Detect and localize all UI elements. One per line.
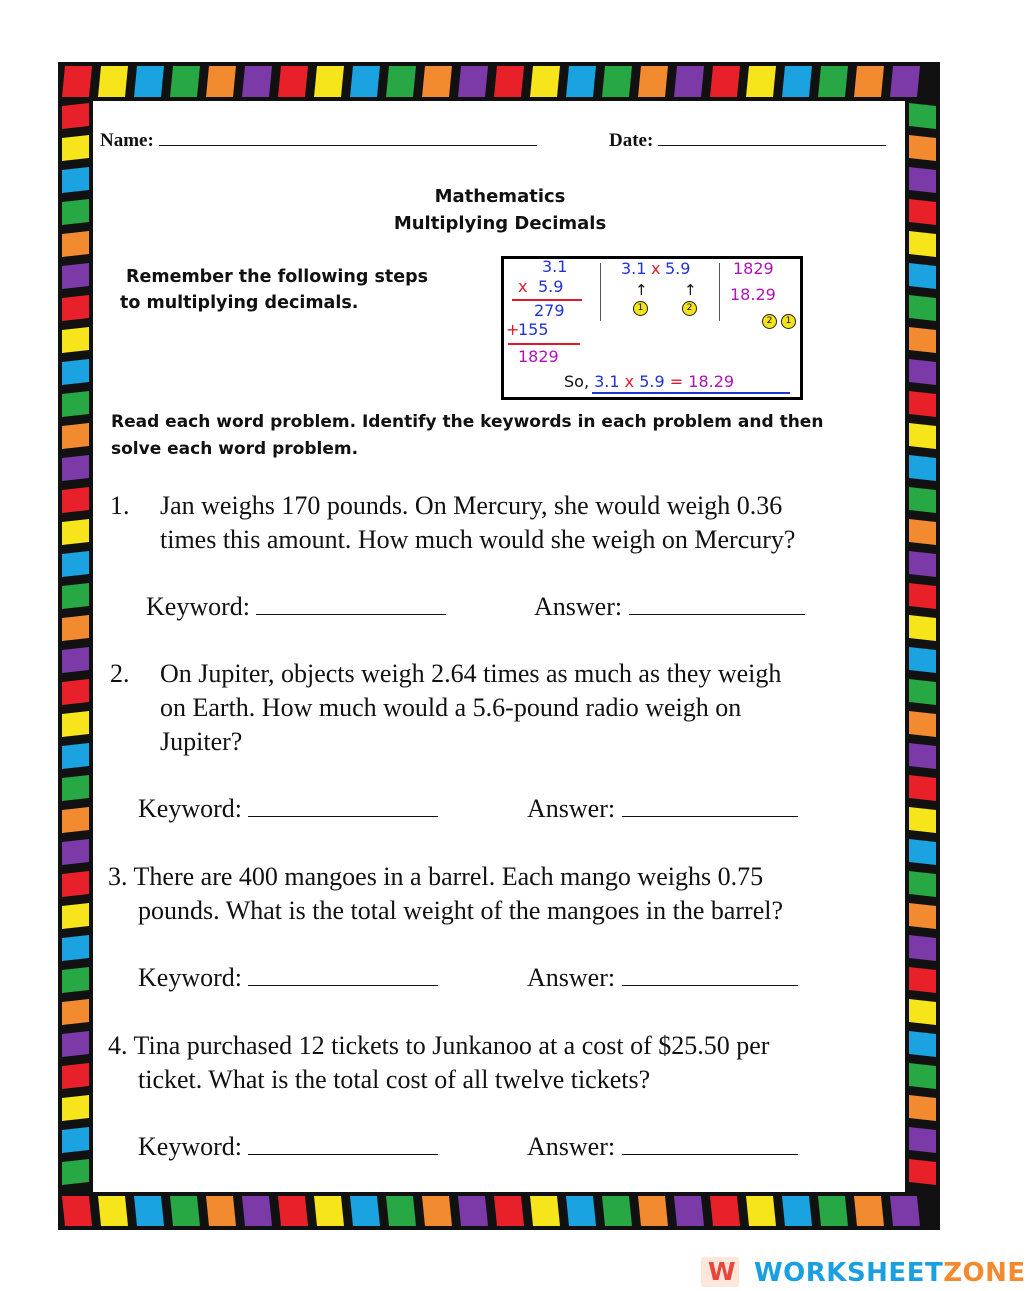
border-tile [909, 1031, 936, 1057]
border-tile [909, 487, 936, 513]
border-tile [98, 1196, 128, 1226]
border-tile [710, 1196, 740, 1226]
border-tile [62, 647, 89, 673]
problem-text: times this amount. How much would she weigh on Mercury? [160, 525, 796, 554]
count-badge: 2 [762, 314, 777, 329]
border-tile [62, 903, 89, 929]
keyword-field [138, 1132, 438, 1162]
border-tile [62, 487, 89, 513]
problem-number: 4. [108, 1031, 128, 1060]
border-tile [170, 66, 200, 97]
border-tile [62, 775, 89, 801]
intro-line-1: Remember the following steps [126, 267, 429, 287]
problem-text: On Jupiter, objects weigh 2.64 times as much as they weigh [160, 659, 782, 688]
border-tile [62, 871, 89, 897]
partial-product-1: 279 [534, 301, 565, 320]
border-tile [62, 103, 89, 129]
problem-number: 1. [110, 491, 130, 520]
border-tile [909, 999, 936, 1025]
border-tile [909, 1127, 936, 1153]
border-tile [62, 519, 89, 545]
border-tile [134, 1196, 164, 1226]
border-tile [909, 359, 936, 385]
factor-b: 5.9 [665, 259, 691, 278]
border-tile [909, 455, 936, 481]
so-label: So, [564, 372, 590, 391]
border-tile [818, 66, 848, 97]
border-tile [602, 1196, 632, 1226]
count-badge: 2 [682, 301, 697, 316]
border-tile [818, 1196, 848, 1226]
topic-title: Multiplying Decimals [393, 213, 607, 234]
border-tile [314, 1196, 344, 1226]
border-tile [909, 871, 936, 897]
problem-text-line: There are 400 mangoes in a barrel. Each mango weighs 0.75 [133, 862, 764, 891]
product-digits: 1829 [733, 259, 774, 278]
border-tile [62, 263, 89, 289]
summary-times: x [624, 372, 635, 391]
border-tile [909, 551, 936, 577]
border-tile [566, 66, 596, 97]
border-tile [909, 231, 936, 257]
border-tile [909, 935, 936, 961]
answer-label: Answer: [527, 963, 616, 992]
problem-number: 2. [110, 659, 130, 688]
border-tile [242, 66, 272, 97]
border-tile [602, 66, 632, 97]
border-tile [206, 1196, 236, 1226]
problem-text: pounds. What is the total weight of the mangoes in the barrel? [138, 896, 784, 925]
logo-letter: W [708, 1257, 736, 1286]
border-tile [170, 1196, 200, 1226]
count-badge: 1 [633, 301, 648, 316]
border-tile [909, 1063, 936, 1089]
border-tile [909, 135, 936, 161]
border-tile [62, 711, 89, 737]
problem-text: on Earth. How much would a 5.6-pound radio weigh on [160, 693, 742, 722]
problem-text: ticket. What is the total cost of all twelve tickets? [138, 1065, 651, 1094]
border-tile [638, 66, 668, 97]
border-tile [62, 1063, 89, 1089]
plus-sign: + [506, 320, 520, 339]
border-tile [62, 455, 89, 481]
border-tile [62, 231, 89, 257]
border-tile [314, 66, 344, 97]
border-tile [62, 839, 89, 865]
partial-product-2: 155 [518, 320, 549, 339]
problem-text-line: Tina purchased 12 tickets to Junkanoo at a cost of $25.50 per [133, 1031, 770, 1060]
name-blank[interactable] [159, 131, 537, 146]
example-multiplier: 5.9 [538, 277, 564, 296]
border-tile [746, 1196, 776, 1226]
border-tile [782, 1196, 812, 1226]
border-tile [62, 551, 89, 577]
border-tile [62, 999, 89, 1025]
border-tile [909, 263, 936, 289]
problem-text: Jan weighs 170 pounds. On Mercury, she would weigh 0.36 [160, 491, 783, 520]
keyword-blank[interactable] [248, 1132, 438, 1155]
border-tile [278, 66, 308, 97]
border-tile [62, 1196, 92, 1226]
border-tile [909, 903, 936, 929]
border-tile [909, 743, 936, 769]
date-field [609, 130, 886, 152]
times-sign-2: x [651, 259, 661, 278]
keyword-label: Keyword: [138, 1132, 242, 1161]
arrow-up-icon: ↑ [635, 281, 648, 299]
border-tile [206, 66, 236, 97]
problem-text [108, 1031, 769, 1061]
brand-name-part1: WORKSHEET [754, 1258, 944, 1288]
border-tile [62, 359, 89, 385]
border-tile [350, 1196, 380, 1226]
border-tile [890, 1196, 920, 1226]
border-tile [62, 327, 89, 353]
border-tile [909, 839, 936, 865]
border-tile [62, 135, 89, 161]
problem-text [108, 862, 763, 892]
border-tile [278, 1196, 308, 1226]
border-tile [909, 615, 936, 641]
border-tile [909, 807, 936, 833]
problem-text: Jupiter? [160, 727, 243, 756]
border-tile [854, 66, 884, 97]
answer-field [534, 592, 805, 622]
border-tile [566, 1196, 596, 1226]
border-tile [98, 66, 128, 97]
border-tile [494, 1196, 524, 1226]
answer-label: Answer: [534, 592, 623, 621]
border-tile [909, 711, 936, 737]
border-tile [62, 1127, 89, 1153]
border-tile [62, 679, 89, 705]
border-tile [62, 1095, 89, 1121]
keyword-label: Keyword: [138, 794, 242, 823]
border-tile [62, 967, 89, 993]
border-tile [458, 1196, 488, 1226]
border-tile [909, 679, 936, 705]
border-tile [386, 1196, 416, 1226]
arrow-up-icon: ↑ [684, 281, 697, 299]
divider [600, 263, 601, 321]
example-image [501, 256, 803, 400]
intro-line-2: to multiplying decimals. [120, 293, 359, 313]
answer-label: Answer: [527, 794, 616, 823]
border-tile [62, 807, 89, 833]
border-tile [909, 967, 936, 993]
border-tile [62, 743, 89, 769]
border-tile [909, 103, 936, 129]
border-tile [909, 1159, 936, 1185]
summary-factor-b: 5.9 [639, 372, 665, 391]
border-tile [62, 615, 89, 641]
answer-field [527, 963, 798, 993]
keyword-blank[interactable] [248, 963, 438, 986]
border-tile [494, 66, 524, 97]
border-tile [350, 66, 380, 97]
border-tile [909, 583, 936, 609]
border-tile [458, 66, 488, 97]
border-tile [710, 66, 740, 97]
keyword-label: Keyword: [138, 963, 242, 992]
border-tile [746, 66, 776, 97]
keyword-label: Keyword: [146, 592, 250, 621]
keyword-field [138, 963, 438, 993]
brand-name [754, 1258, 1026, 1288]
summary-underline [592, 392, 790, 394]
border-tile [674, 66, 704, 97]
answer-field [527, 794, 798, 824]
border-tile [422, 66, 452, 97]
factor-a: 3.1 [621, 259, 647, 278]
brand-logo-icon [701, 1257, 739, 1287]
border-tile [909, 295, 936, 321]
border-tile [909, 1095, 936, 1121]
keyword-blank[interactable] [256, 592, 446, 615]
answer-blank[interactable] [622, 794, 798, 817]
border-tile [62, 66, 92, 97]
border-tile [909, 519, 936, 545]
border-tile [62, 1031, 89, 1057]
border-tile [674, 1196, 704, 1226]
problem-number: 3. [108, 862, 128, 891]
border-tile [62, 391, 89, 417]
keyword-field [146, 592, 446, 622]
date-blank[interactable] [658, 131, 886, 146]
summary-factor-a: 3.1 [594, 372, 620, 391]
border-tile [854, 1196, 884, 1226]
summary-result: 18.29 [688, 372, 735, 391]
total-line [508, 343, 580, 345]
divider [719, 263, 720, 321]
border-tile [62, 1159, 89, 1185]
answer-blank[interactable] [629, 592, 805, 615]
border-tile [62, 423, 89, 449]
keyword-field [138, 794, 438, 824]
border-tile [782, 66, 812, 97]
example-top-factor: 3.1 [542, 257, 568, 276]
times-sign: x [518, 277, 528, 296]
border-tile [909, 423, 936, 449]
border-tile [909, 327, 936, 353]
instructions-line-2: solve each word problem. [111, 439, 359, 459]
border-tile [909, 775, 936, 801]
border-tile [422, 1196, 452, 1226]
border-tile [386, 66, 416, 97]
answer-blank[interactable] [622, 963, 798, 986]
border-tile [62, 295, 89, 321]
count-badge: 1 [781, 314, 796, 329]
product-with-decimal: 18.29 [730, 285, 776, 304]
keyword-blank[interactable] [248, 794, 438, 817]
name-field [100, 130, 537, 152]
border-tile [134, 66, 164, 97]
border-tile [909, 391, 936, 417]
border-tile [638, 1196, 668, 1226]
brand-name-part2: ZONE [943, 1258, 1026, 1288]
instructions-line-1: Read each word problem. Identify the keywords in each problem and then [111, 412, 824, 432]
border-tile [890, 66, 920, 97]
border-tile [530, 1196, 560, 1226]
answer-blank[interactable] [622, 1132, 798, 1155]
raw-product: 1829 [518, 347, 559, 366]
answer-label: Answer: [527, 1132, 616, 1161]
date-label: Date: [609, 130, 654, 151]
border-tile [909, 647, 936, 673]
answer-field [527, 1132, 798, 1162]
border-tile [62, 583, 89, 609]
border-tile [242, 1196, 272, 1226]
border-tile [62, 935, 89, 961]
name-label: Name: [100, 130, 154, 151]
subject-title: Mathematics [434, 186, 566, 207]
summary-equals: = [669, 372, 684, 391]
border-tile [530, 66, 560, 97]
summary-line [564, 374, 734, 390]
